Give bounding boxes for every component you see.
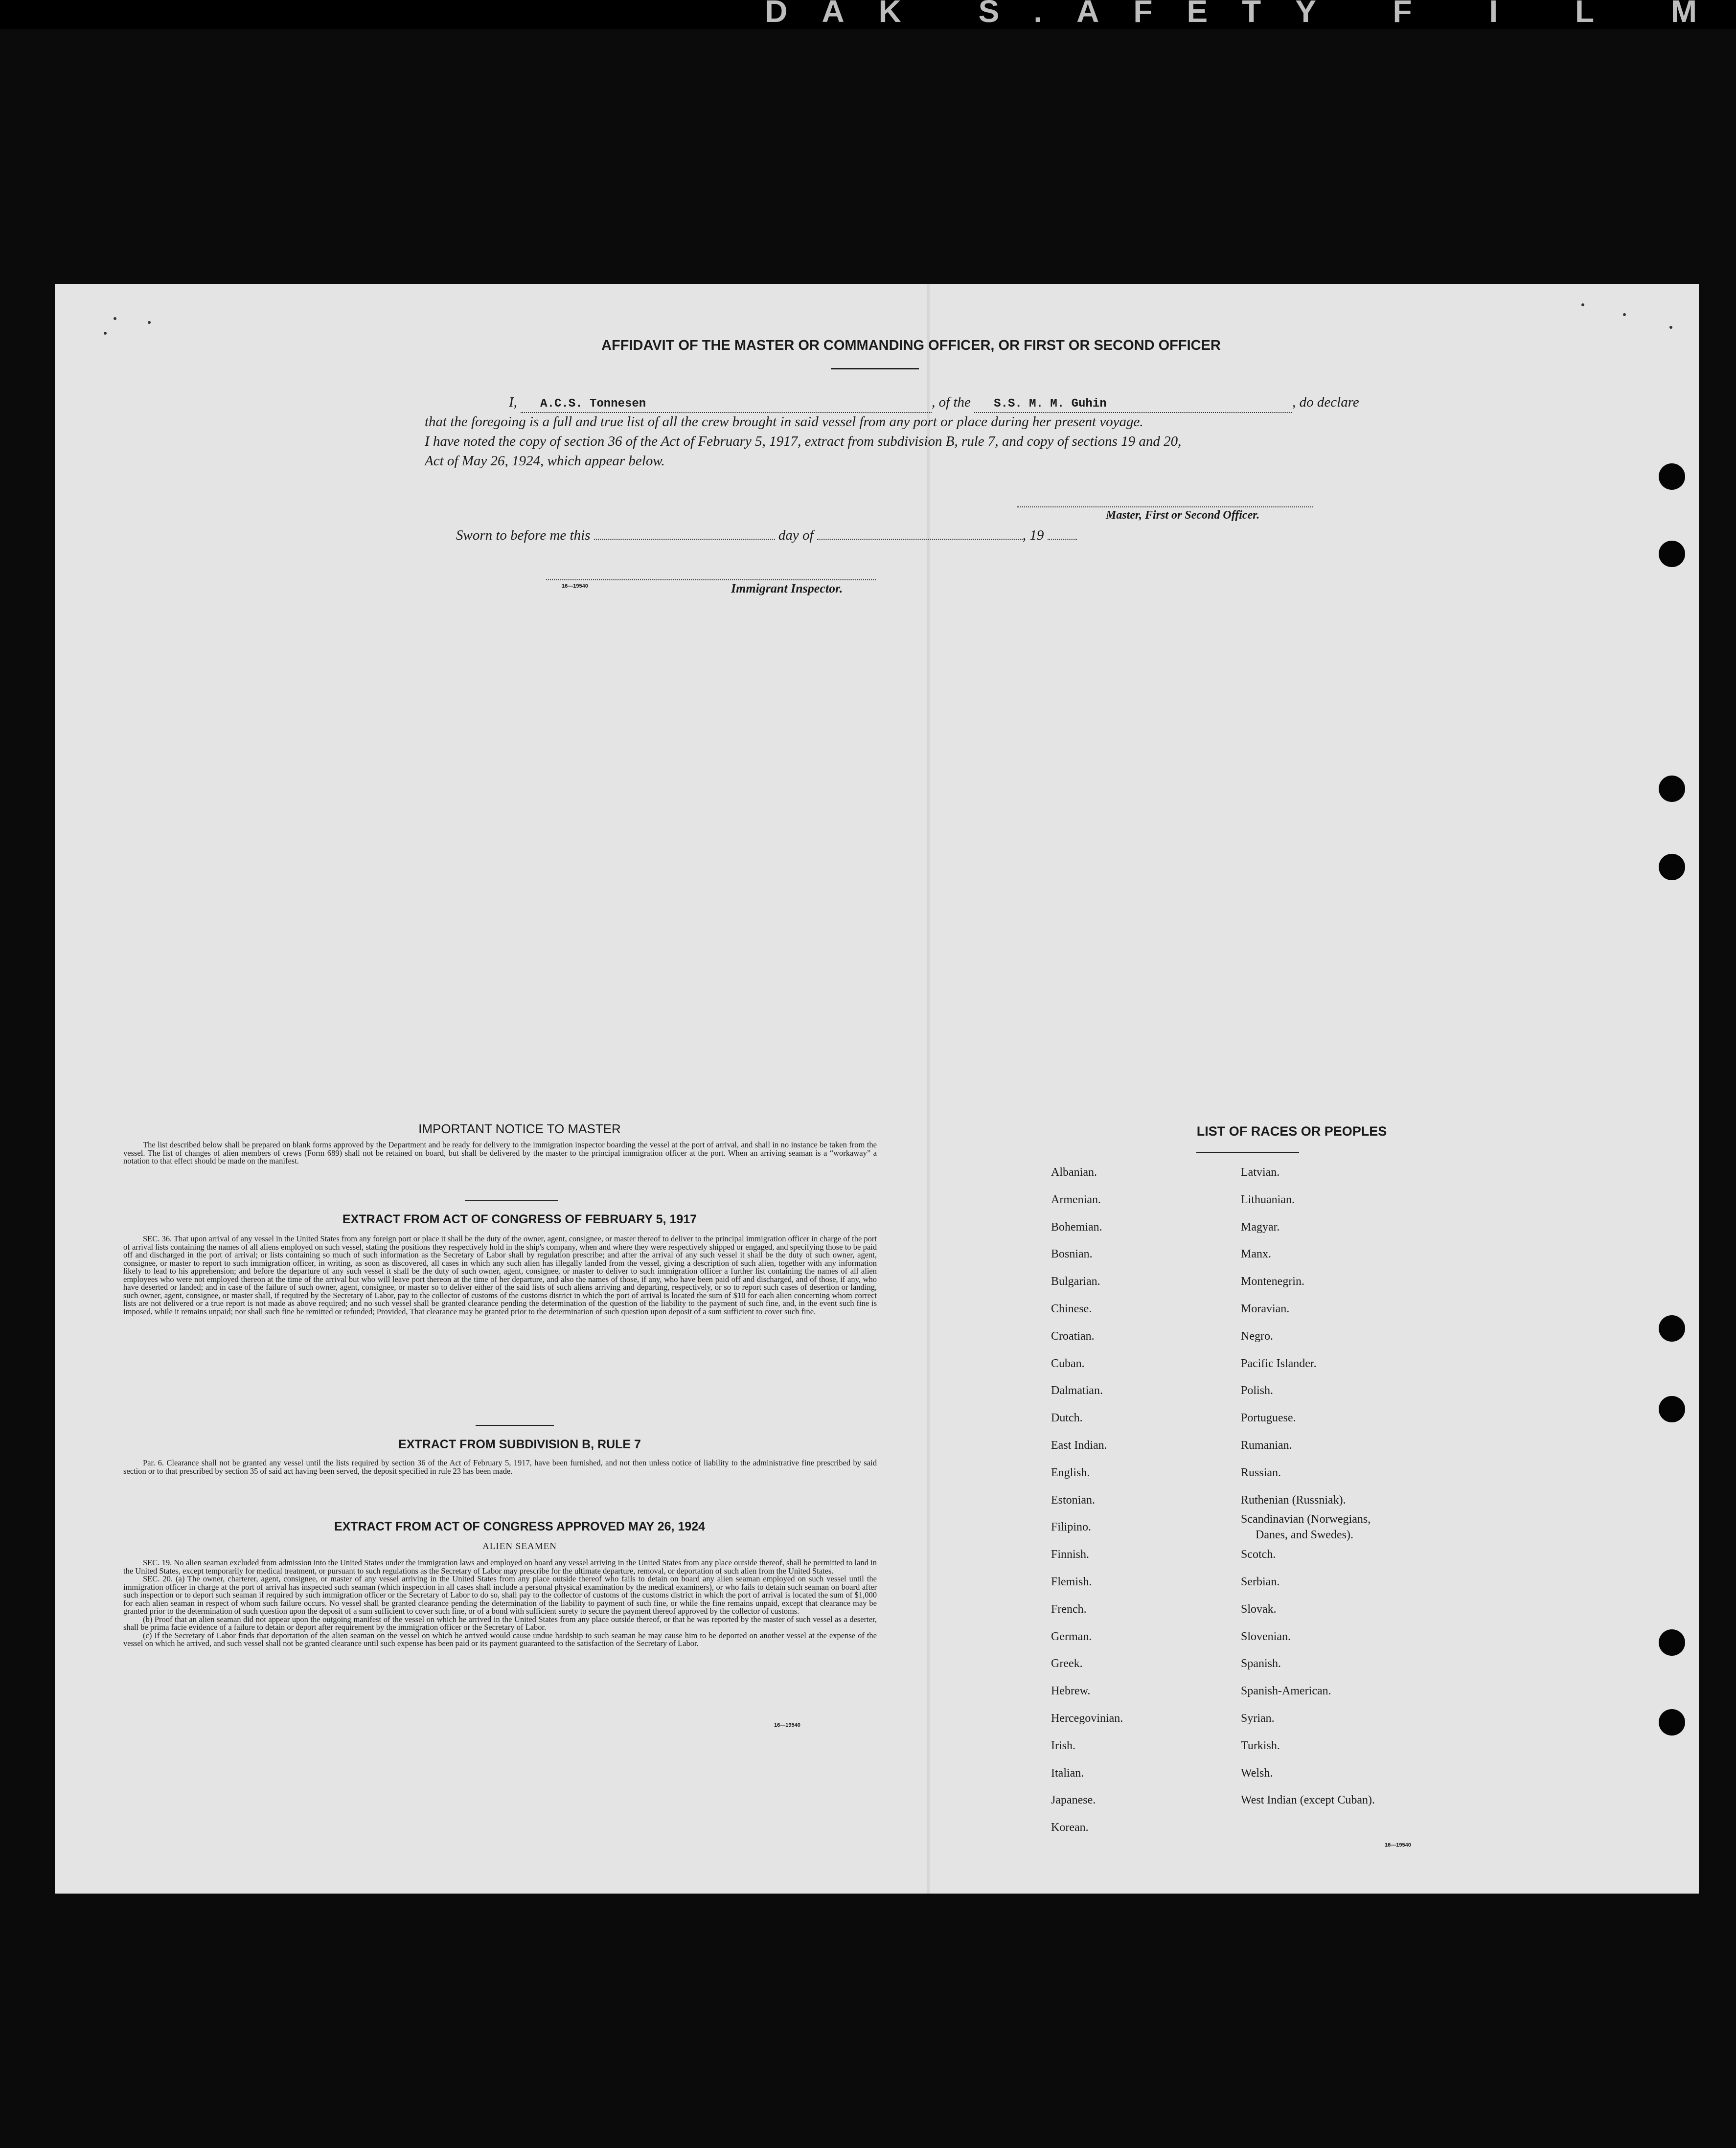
section-19-paragraph: SEC. 19. No alien seaman excluded from admission into the United States under the immigration laws and employed on board any vessel arriving in the United States from any place outside thereof, shall be permitted to land in the United States, except temporarily for medical treatment, or pursuant to such regulations as the Secretary of Labor may prescribe for the ultimate departure, removal, or deportation of such alien from the United States. (123, 1558, 877, 1576)
vessel-name-field[interactable]: S.S. M. M. Guhin (974, 398, 1292, 413)
affidavit-line-4: Act of May 26, 1924, which appear below. (425, 453, 665, 469)
inspector-signature-label: Immigrant Inspector. (731, 581, 843, 595)
race-item-left: Hercegovinian. (1051, 1712, 1123, 1725)
race-item-right: Latvian. (1241, 1166, 1280, 1179)
divider (831, 368, 919, 369)
dust-speck (114, 317, 116, 320)
extract3-text (123, 1559, 877, 1648)
race-item-right: Spanish. (1241, 1657, 1281, 1670)
race-item-left: Bohemian. (1051, 1220, 1102, 1234)
race-item-right: Spanish-American. (1241, 1685, 1331, 1698)
race-item-right: Danes, and Swedes). (1256, 1529, 1353, 1542)
affidavit-title: AFFIDAVIT OF THE MASTER OR COMMANDING OFFICER, OR FIRST OR SECOND OFFICER (601, 338, 1221, 353)
race-item-right: Slovak. (1241, 1602, 1277, 1616)
race-item-left: Chinese. (1051, 1303, 1092, 1315)
race-item-left: Greek. (1051, 1657, 1083, 1670)
race-item-left: Bulgarian. (1051, 1275, 1100, 1288)
dust-speck (148, 321, 151, 324)
extract1-text (123, 1235, 877, 1316)
rule-7-paragraph: Par. 6. Clearance shall not be granted any vessel until the lists required by section 36 of the Act of February 5, 1917, have been furnished, and not then unless notice of liability to the administrative fine prescribed by said section or to that prescribed by section 35 of said act having been served, the deposit specified in rule 23 has been made. (123, 1458, 877, 1476)
affidavit-line-3: I have noted the copy of section 36 of the Act of February 5, 1917, extract from subdivision B, rule 7, and copy of sections 19 and 20, (425, 434, 1182, 449)
form-number: 16—19540 (774, 1722, 800, 1728)
race-item-left: Irish. (1051, 1739, 1075, 1752)
sworn-year-label: , 19 (1022, 527, 1044, 543)
race-item-left: Finnish. (1051, 1548, 1090, 1561)
notice-text (123, 1141, 877, 1165)
divider (465, 1200, 558, 1201)
race-item-right: Manx. (1241, 1248, 1271, 1261)
race-item-right: Magyar. (1241, 1220, 1280, 1234)
race-item-left: Armenian. (1051, 1193, 1101, 1206)
race-item-left: Korean. (1051, 1821, 1089, 1834)
race-item-right: Scotch. (1241, 1548, 1276, 1561)
race-item-right: Rumanian. (1241, 1439, 1292, 1452)
master-name-field[interactable]: A.C.S. Tonnesen (521, 398, 932, 413)
race-item-left: French. (1051, 1602, 1087, 1616)
race-item-left: German. (1051, 1630, 1092, 1643)
race-item-right: Scandinavian (Norwegians, (1241, 1513, 1371, 1526)
race-item-right: Pacific Islander. (1241, 1357, 1317, 1370)
race-item-left: Croatian. (1051, 1329, 1095, 1343)
race-item-right: Moravian. (1241, 1303, 1290, 1315)
extract2-text (123, 1459, 877, 1475)
races-title: LIST OF RACES OR PEOPLES (1196, 1124, 1387, 1139)
race-item-right: Negro. (1241, 1329, 1273, 1343)
dust-speck (1581, 303, 1584, 306)
punch-hole (1659, 1315, 1685, 1342)
film-edge (0, 0, 1736, 29)
form-number: 16—19540 (1385, 1842, 1411, 1848)
race-item-right: Syrian. (1241, 1712, 1275, 1725)
extract1-title: EXTRACT FROM ACT OF CONGRESS OF FEBRUARY 5, 1917 (342, 1212, 697, 1226)
race-item-left: Japanese. (1051, 1794, 1096, 1807)
sworn-line (425, 526, 1393, 545)
inspector-signature-line[interactable] (546, 579, 876, 580)
dust-speck (104, 332, 107, 335)
divider (476, 1425, 554, 1426)
punch-hole (1659, 1629, 1685, 1656)
race-item-right: Lithuanian. (1241, 1193, 1295, 1206)
dust-speck (1669, 326, 1672, 329)
race-item-left: Albanian. (1051, 1166, 1097, 1179)
declare-label: , do declare (1292, 394, 1359, 410)
notice-title: IMPORTANT NOTICE TO MASTER (418, 1121, 621, 1136)
section-20a-paragraph: SEC. 20. (a) The owner, charterer, agent, consignee, or master of any vessel arriving in the United States from any place outside thereof who fails to detain on board any alien seaman employed on such vessel until the immigration officer in charge at the port of arrival has inspected such seaman (which inspection in all cases shall include a personal physical examination by the medical examiners), or who fails to detain such seaman on board after such inspection or to deport such seaman if required by such immigration officer or the Secretary of Labor to do so, shall pay to the collector of customs of the customs district in which the port of arrival is located the sum of $1,000 for each alien seaman in respect of whom such failure occurs. No vessel shall be granted clearance pending the determination of the liability to payment of such fine, or while the fine remains unpaid, except that clearance may be granted prior to the determination of such question upon the deposit of a sum sufficient to cover such fine, or of a bond with sufficient surety to secure the payment thereof approved by the collector of customs. (123, 1574, 877, 1616)
dust-speck (1623, 313, 1626, 316)
punch-hole (1659, 854, 1685, 880)
punch-hole (1659, 1709, 1685, 1736)
extract3-title: EXTRACT FROM ACT OF CONGRESS APPROVED MAY 26, 1924 (334, 1520, 706, 1533)
film-edge-text: DAK S.AFETY F I L M (765, 0, 1731, 29)
of-the-label: , of the (932, 394, 971, 410)
race-item-left: Bosnian. (1051, 1248, 1093, 1261)
master-signature-line[interactable] (1017, 506, 1313, 507)
race-item-left: East Indian. (1051, 1439, 1107, 1452)
notice-paragraph: The list described below shall be prepared on blank forms approved by the Department and be ready for delivery to the immigration inspector boarding the vessel at the port of arrival, and shall in no instance be taken from the vessel. The list of changes of alien members of crews (Form 689) shall not be retained on board, but shall be delivered by the master to the principal immigration officer at the port. When an arriving seaman is a “workaway” a notation to that effect should be made on the manifest. (123, 1140, 877, 1165)
section-36-paragraph: SEC. 36. That upon arrival of any vessel in the United States from any foreign port or place it shall be the duty of the owner, agent, consignee, or master thereof to deliver to the principal immigration officer in charge of the port of arrival lists containing the names of all aliens employed on such vessel, stating the positions they respectively hold in the ship's company, when and where they were respectively shipped or engaged, and specifying those to be paid off and discharged in the port of arrival; or lists containing so much of such information as the Secretary of Labor shall by regulation prescribe; and after the arrival of any such vessel it shall be the duty of such owner, agent, consignee, or master to report to such immigration officer, in writing, as soon as discovered, all cases in which any such alien has illegally landed from the vessel, giving a description of such alien, together with any information likely to lead to his apprehension; and before the departure of any such vessel it shall be the duty of such owner, agent, consignee, or master to deliver to such immigration officer a further list containing the names of all alien employees who were not employed thereon at the time of the arrival but who will leave port thereon at the time of her departure, and also the names of those, if any, who have been paid off and discharged, and of those, if any, who have deserted or landed; and in case of the failure of such owner, agent, consignee, or master so to deliver either of the said lists of such aliens arriving and departing, respectively, or so to report such cases of desertion or landing, such owner, agent, consignee, or master shall, if required by the Secretary of Labor, pay to the collector of customs of the customs district in which the port of arrival is located the sum of $10 for each alien concerning whom correct lists are not delivered or a true report is not made as above required; and no such vessel shall be granted clearance pending the determination of the question of the liability to the payment of such fine, and, in the event such fine is imposed, while it remains unpaid; nor shall such fine be remitted or refunded; Provided, That clearance may be granted prior to the determination of such question upon deposit of a sum sufficient to cover such fine. (123, 1234, 877, 1316)
form-number: 16—19540 (562, 583, 588, 589)
race-item-left: Cuban. (1051, 1357, 1085, 1370)
race-item-right: Polish. (1241, 1384, 1274, 1397)
punch-hole (1659, 463, 1685, 490)
race-item-left: Dutch. (1051, 1412, 1083, 1425)
race-item-right: Slovenian. (1241, 1630, 1291, 1643)
race-item-right: Ruthenian (Russniak). (1241, 1493, 1346, 1507)
section-20c-paragraph: (c) If the Secretary of Labor finds that deportation of the alien seaman on the vessel on which he arrived would cause undue hardship to such seaman he may cause him to be deported on another vessel at the expense of the vessel on which he arrived, and such vessel shall not be granted clearance until such expense has been paid or its payment guaranteed to the satisfaction of the Secretary of Labor. (123, 1630, 877, 1648)
race-item-left: Flemish. (1051, 1576, 1092, 1588)
extract2-title: EXTRACT FROM SUBDIVISION B, RULE 7 (398, 1438, 641, 1451)
sworn-month-field[interactable] (817, 526, 1023, 540)
punch-hole (1659, 541, 1685, 567)
document-page (55, 284, 1699, 1894)
punch-hole (1659, 1396, 1685, 1422)
race-item-left: English. (1051, 1466, 1090, 1479)
sworn-day-label: day of (778, 527, 814, 543)
race-item-right: Welsh. (1241, 1766, 1273, 1780)
punch-hole (1659, 776, 1685, 802)
affidavit-pronoun: I, (509, 394, 517, 410)
race-item-left: Dalmatian. (1051, 1384, 1103, 1397)
race-item-left: Estonian. (1051, 1493, 1095, 1507)
master-signature-label: Master, First or Second Officer. (1106, 509, 1260, 522)
race-item-right: Montenegrin. (1241, 1275, 1304, 1288)
race-item-right: Portuguese. (1241, 1412, 1296, 1425)
race-item-left: Hebrew. (1051, 1685, 1091, 1698)
sworn-prefix: Sworn to before me this (456, 527, 591, 543)
affidavit-line-2: that the foregoing is a full and true list of all the crew brought in said vessel from any port or place during her present voyage. (425, 414, 1143, 430)
section-20b-paragraph: (b) Proof that an alien seaman did not appear upon the outgoing manifest of the vessel on which he arrived in the United States from any place outside thereof, or that he was reported by the master of such vessel as a deserter, shall be prima facie evidence of a failure to detain or deport after requirement by the immigration officer or the Secretary of Labor. (123, 1614, 877, 1632)
race-item-left: Italian. (1051, 1766, 1084, 1780)
race-item-right: Serbian. (1241, 1576, 1280, 1588)
race-item-right: Turkish. (1241, 1739, 1280, 1752)
divider (1196, 1152, 1299, 1153)
extract3-subtitle: ALIEN SEAMEN (482, 1541, 557, 1552)
sworn-day-field[interactable] (594, 526, 775, 540)
race-item-left: Filipino. (1051, 1521, 1092, 1534)
race-item-right: Russian. (1241, 1466, 1281, 1479)
affidavit-line-1 (425, 392, 1393, 413)
sworn-year-field[interactable] (1048, 526, 1077, 540)
race-item-right: West Indian (except Cuban). (1241, 1794, 1375, 1807)
